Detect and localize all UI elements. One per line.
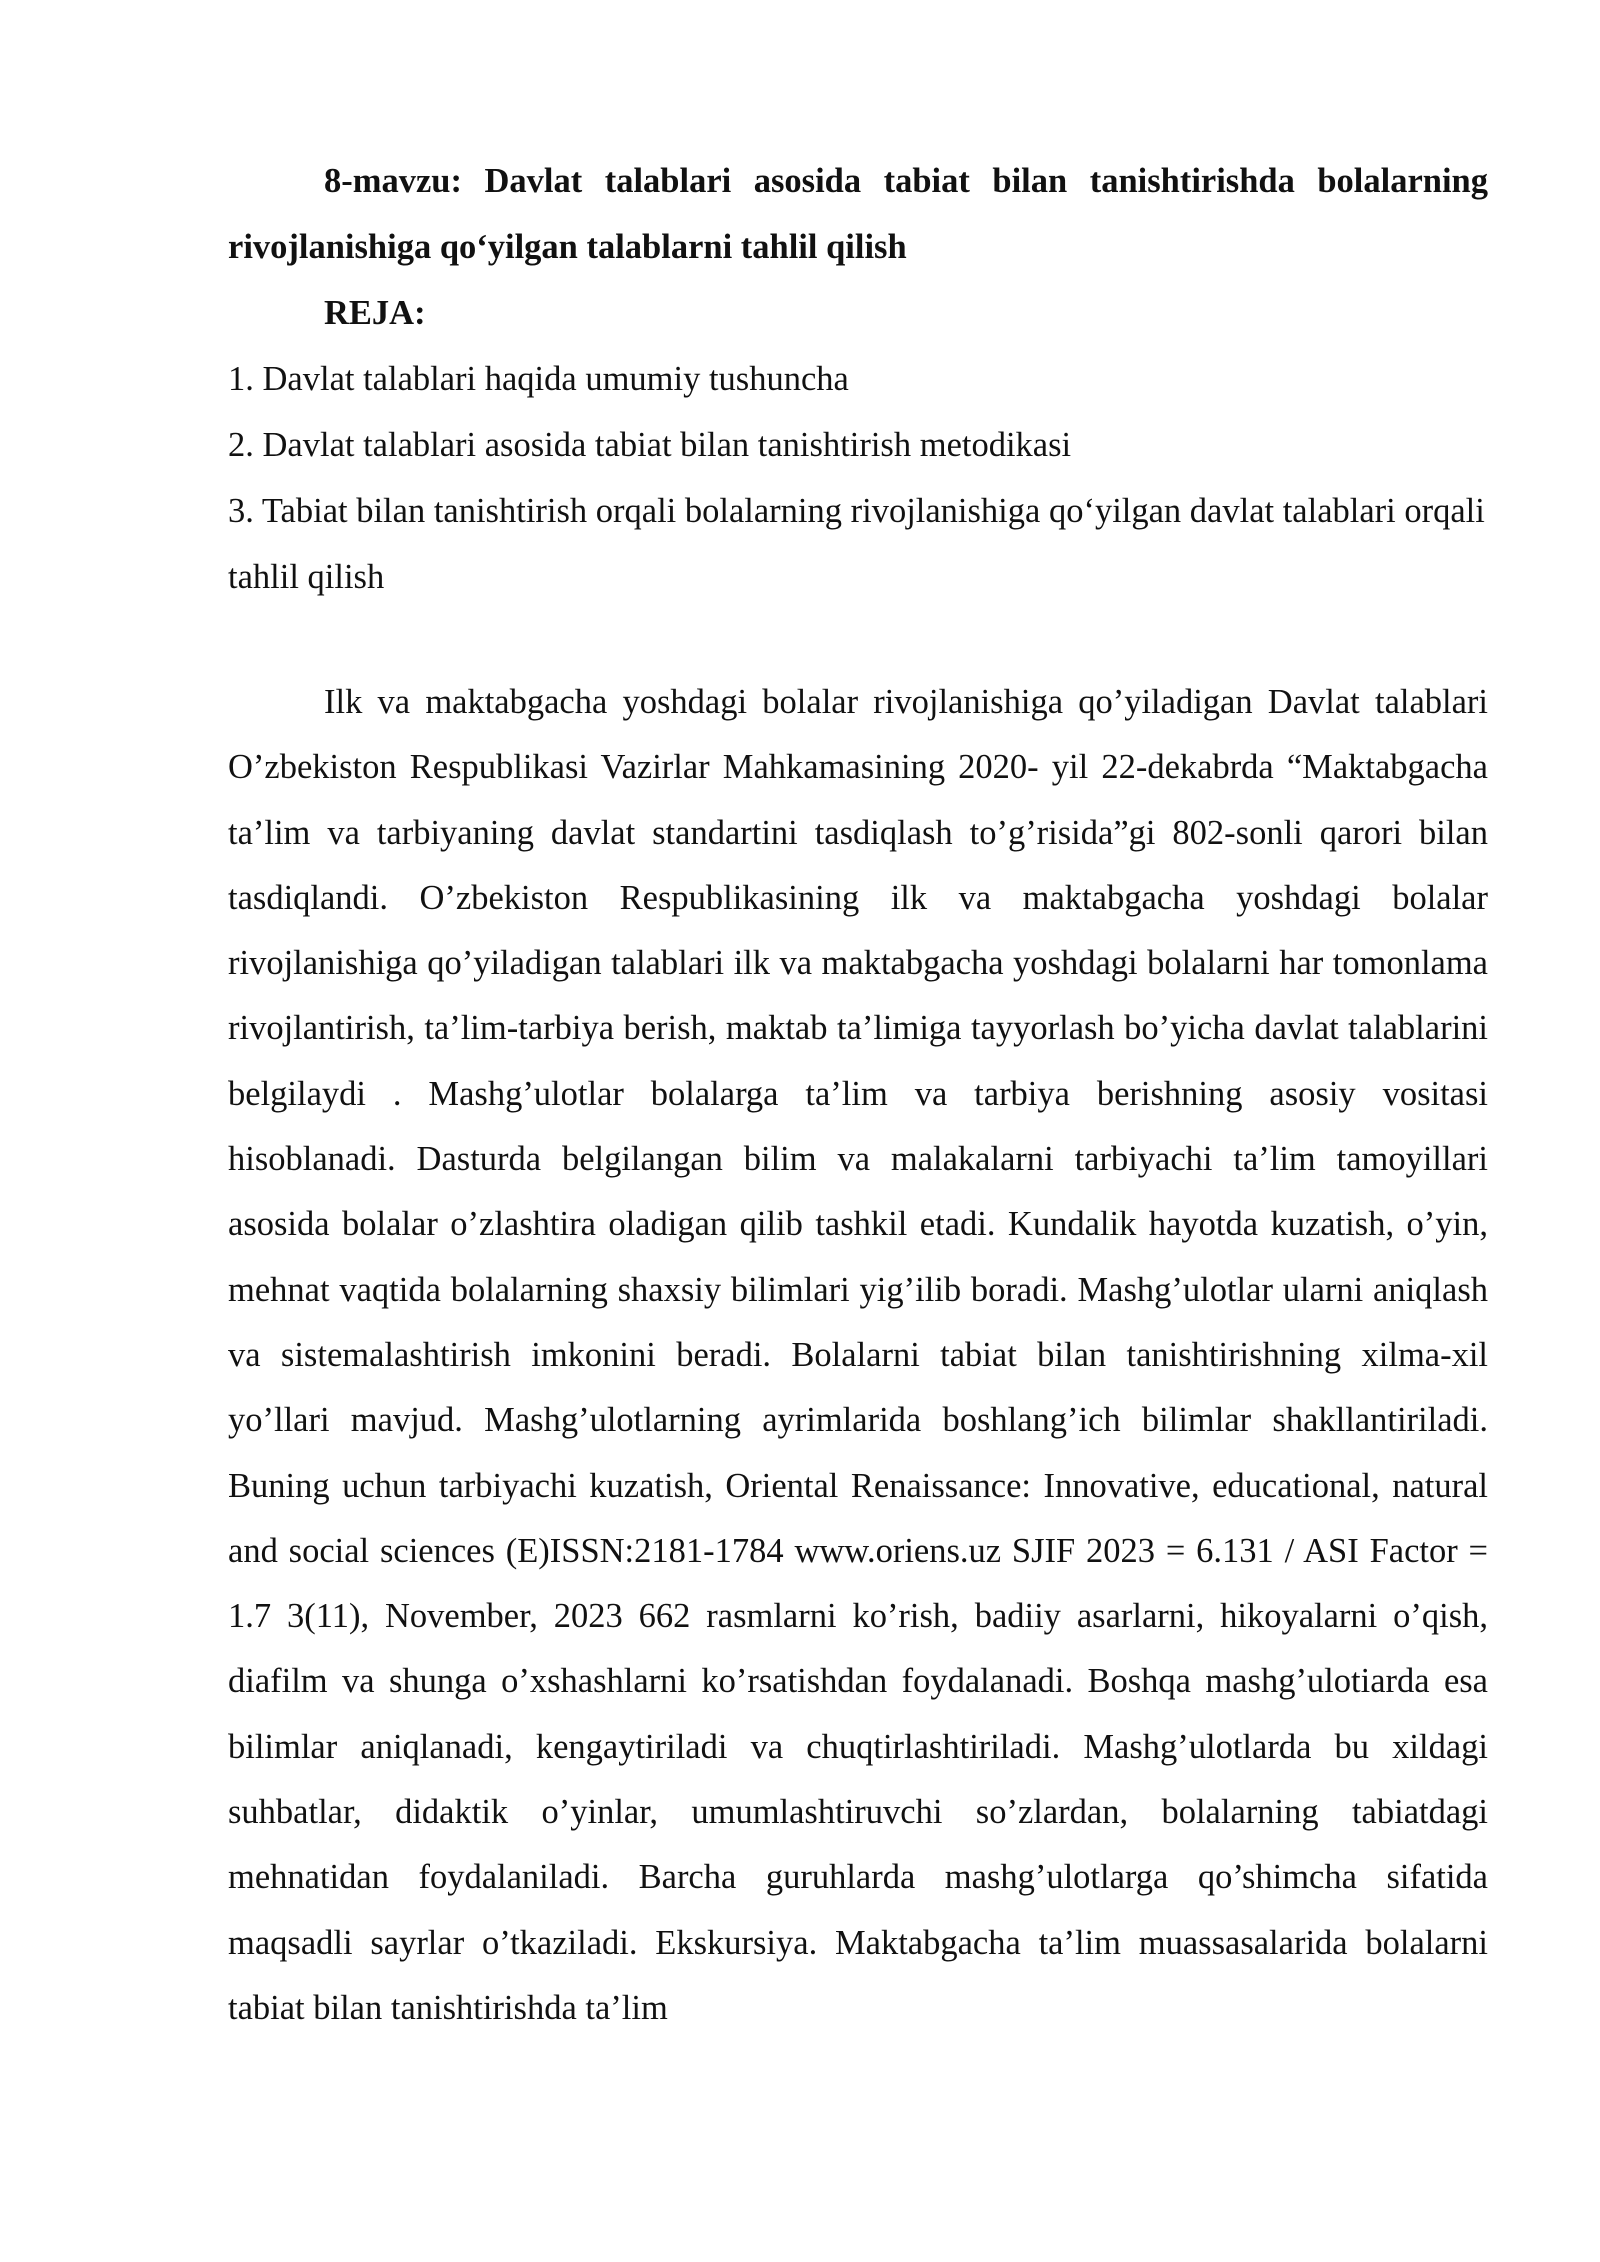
plan-list (228, 346, 1488, 610)
plan-item: 3. Tabiat bilan tanishtirish orqali bolalarning rivojlanishiga qo‘yilgan davlat talablari orqali tahlil qilish (228, 492, 1485, 596)
plan-item: 1. Davlat talablari haqida umumiy tushuncha (228, 360, 849, 398)
body-paragraph: Ilk va maktabgacha yoshdagi bolalar rivojlanishiga qo’yiladigan Davlat talablari O’zbekiston Respublikasi Vazirlar Mahkamasining 2020- yil 22-dekabrda “Maktabgacha ta’lim va tarbiyaning davlat standartini tasdiqlash to’g’risida”gi 802-sonli qarori bilan tasdiqlandi. O’zbekiston Respublikasining ilk va maktabgacha yoshdagi bolalar rivojlanishiga qo’yiladigan talablari ilk va maktabgacha yoshdagi bolalarni har tomonlama rivojlantirish, ta’lim-tarbiya berish, maktab ta’limiga tayyorlash bo’yicha davlat talablarini belgilaydi . Mashg’ulotlar bolalarga ta’lim va tarbiya berishning asosiy vositasi hisoblanadi. Dasturda belgilangan bilim va malakalarni tarbiyachi ta’lim tamoyillari asosida bolalar o’zlashtira oladigan qilib tashkil etadi. Kundalik hayotda kuzatish, o’yin, mehnat vaqtida bolalarning shaxsiy bilimlari yig’ilib boradi. Mashg’ulotlar ularni aniqlash va sistemalashtirish imkonini beradi. Bolalarni tabiat bilan tanishtirishning xilma-xil yo’llari mavjud. Mashg’ulotlarning ayrimlarida boshlang’ich bilimlar shakllantiriladi. Buning uchun tarbiyachi kuzatish, Oriental Renaissance: Innovative, educational, natural and social sciences (E)ISSN:2181-1784 www.oriens.uz SJIF 2023 = 6.131 / ASI Factor = 1.7 3(11), November, 2023 662 rasmlarni ko’rish, badiiy asarlarni, hikoyalarni o’qish, diafilm va shunga o’xshashlarni ko’rsatishdan foydalanadi. Boshqa mashg’ulotiarda esa bilimlar aniqlanadi, kengaytiriladi va chuqtirlashtiriladi. Mashg’ulotlarda bu xildagi suhbatlar, didaktik o’yinlar, umumlashtiruvchi so’zlardan, bolalarning tabiatdagi mehnatidan foydalaniladi. Barcha guruhlarda mashg’ulotlarga qo’shimcha sifatida maqsadli sayrlar o’tkaziladi. Ekskursiya. Maktabgacha ta’lim muassasalarida bolalarni tabiat bilan tanishtirishda ta’lim (228, 683, 1488, 2027)
plan-heading: REJA: (324, 294, 426, 332)
plan-item: 2. Davlat talablari asosida tabiat bilan tanishtirish metodikasi (228, 426, 1072, 464)
document-content (228, 148, 1488, 2041)
page-title: 8-mavzu: Davlat talablari asosida tabiat bilan tanishtirishda bolalarning rivojlanishiga qo‘yilgan talablarni tahlil qilish (228, 162, 1488, 266)
